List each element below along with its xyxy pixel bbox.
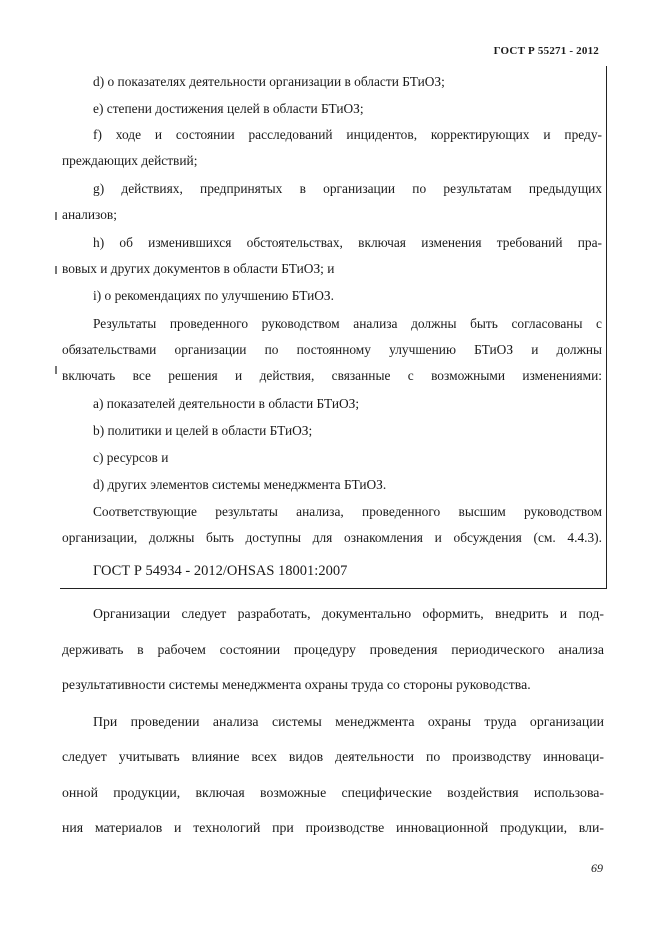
paragraph1-line1: Организации следует разработать, документально оформить, внедрить и под- bbox=[93, 606, 604, 621]
paragraph2-line1: При проведении анализа системы менеджмента охраны труда организации bbox=[93, 714, 604, 729]
page-number: 69 bbox=[591, 861, 603, 875]
quote-sub-b: b) политики и целей в области БТиОЗ; bbox=[93, 423, 313, 438]
quote-sub-c: c) ресурсов и bbox=[93, 450, 169, 465]
paragraph1-line2: держивать в рабочем состоянии процедуру проведения периодического анализа bbox=[62, 642, 604, 657]
document-code-header: ГОСТ Р 55271 - 2012 bbox=[493, 45, 599, 57]
standard-reference: ГОСТ Р 54934 - 2012/OHSAS 18001:2007 bbox=[93, 563, 348, 579]
quote-sub-a: a) показателей деятельности в области БТиОЗ; bbox=[93, 396, 360, 411]
quote-final-line1: Соответствующие результаты анализа, проведенного высшим руководством bbox=[93, 504, 602, 519]
paragraph1-line3: результативности системы менеджмента охраны труда со стороны руководства. bbox=[62, 677, 531, 692]
paragraph2-line4: ния материалов и технологий при производстве инновационной продукции, вли- bbox=[62, 820, 604, 835]
quote-item-h-line1: h) об изменившихся обстоятельствах, включая изменения требований пра- bbox=[93, 235, 602, 250]
margin-mark bbox=[55, 212, 57, 220]
paragraph2-line3: онной продукции, включая возможные специфические воздействия использова- bbox=[62, 785, 604, 800]
quote-item-d: d) о показателях деятельности организации в области БТиОЗ; bbox=[93, 74, 445, 89]
quote-item-f-line2: преждающих действий; bbox=[62, 153, 198, 168]
quote-sub-d: d) других элементов системы менеджмента БТиОЗ. bbox=[93, 477, 387, 492]
quote-final-line2: организации, должны быть доступны для ознакомления и обсуждения (см. 4.4.3). bbox=[62, 530, 602, 545]
quote-item-f-line1: f) ходе и состоянии расследований инцидентов, корректирующих и преду- bbox=[93, 127, 602, 142]
quote-item-h-line2: вовых и других документов в области БТиОЗ; и bbox=[62, 261, 335, 276]
quote-results-line1: Результаты проведенного руководством анализа должны быть согласованы с bbox=[93, 316, 602, 331]
quote-results-line2: обязательствами организации по постоянному улучшению БТиОЗ и должны bbox=[62, 342, 602, 357]
paragraph2-line2: следует учитывать влияние всех видов деятельности по производству инноваци- bbox=[62, 749, 604, 764]
quote-results-line3: включать все решения и действия, связанные с возможными изменениями: bbox=[62, 368, 602, 383]
quote-item-e: e) степени достижения целей в области БТиОЗ; bbox=[93, 101, 364, 116]
quote-item-g-line2: анализов; bbox=[62, 207, 117, 222]
quote-item-g-line1: g) действиях, предпринятых в организации по результатам предыдущих bbox=[93, 181, 602, 196]
margin-mark bbox=[55, 366, 57, 374]
margin-mark bbox=[55, 266, 57, 274]
quote-item-i: i) о рекомендациях по улучшению БТиОЗ. bbox=[93, 288, 334, 303]
